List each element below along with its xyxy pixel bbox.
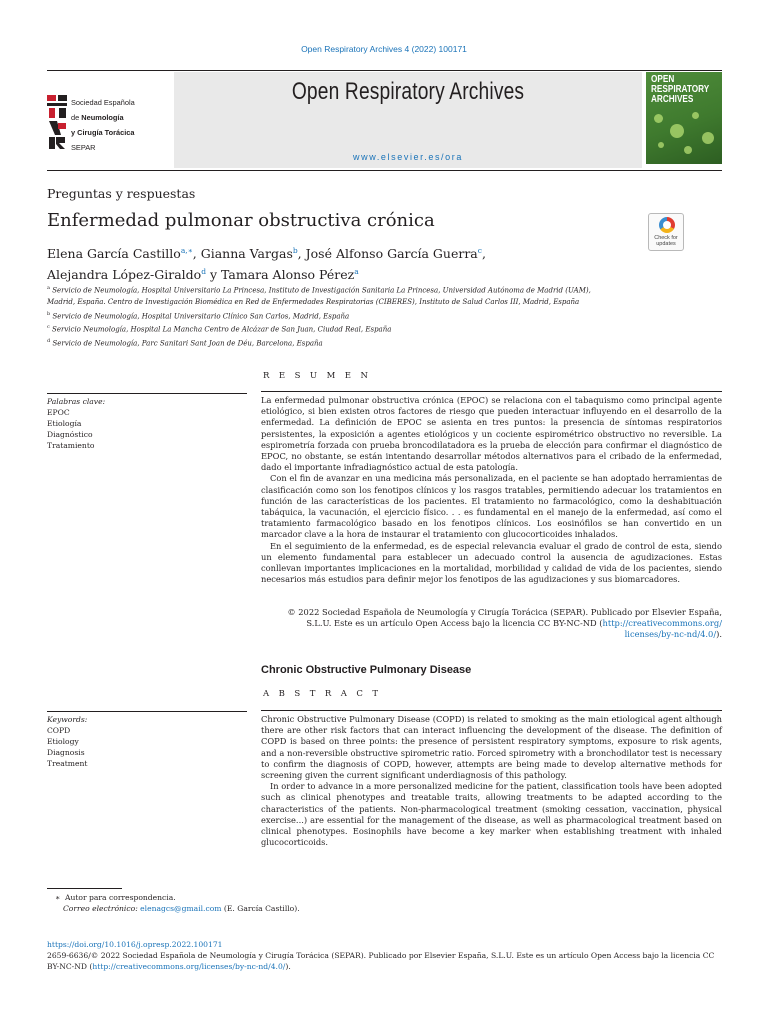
check-for-updates-button[interactable]	[648, 213, 684, 251]
resumen-paragraph: La enfermedad pulmonar obstructiva crónica (EPOC) se relaciona con el tabaquismo como principal agente etiológico, si bien existen otros factores de riesgo que pueden interactuar influyendo en el desarrollo de la enfermedad. La definición de EPOC se asienta en tres puntos: la presencia de síntomas respiratorios persistentes, la exposición a agentes etiológicos y un cociente espirométrico obstructivo no reversible. La espirometría forzada con prueba broncodilatadora es la prueba de elección para confirmar el diagnóstico de EPOC, no obstante, se están intentando desarrollar métodos alternativos para el cribado de la enfermedad, dado el importante infradiagnóstico actual de esta patología.	[261, 395, 722, 473]
license-statement: 2659-6636/© 2022 Sociedad Española de Neumología y Cirugía Torácica (SEPAR). Publicado por Elsevier España, S.L.U. Este es un artículo Open Access bajo la licencia CC	[47, 951, 715, 961]
author-name: Elena García Castillo	[47, 246, 181, 262]
society-line-3: y Cirugía Torácica	[71, 128, 135, 137]
journal-title: Open Respiratory Archives	[291, 78, 525, 105]
correspondence-note: ∗ Autor para correspondencia.	[55, 893, 176, 902]
resumen-paragraph: Con el fin de avanzar en una medicina más personalizada, en el paciente se han adoptado herramientas de clasificación como son los fenotipos clínicos y los rasgos tratables, permitiendo adecuar los tratamientos en función de las características de los pacientes. El tratamiento no farmacológico, como la deshabituación tabáquica, la vacunación, el ejercicio físico. . . es fundamental en el manejo de la enfermedad, así como el tratamiento farmacológico basado en los fenotipos clínicos. Los eosinófilos se han convertido en un marcador clave a la hora de instaurar el tratamiento con glucocorticoides inhalados.	[261, 473, 722, 540]
keywords-heading: Keywords:	[47, 715, 88, 724]
society-logo	[47, 93, 172, 155]
keyword-item: Tratamiento	[47, 441, 95, 450]
email-link[interactable]: elenagcs@gmail.com	[140, 904, 222, 913]
resumen-paragraph: En el seguimiento de la enfermedad, es de especial relevancia evaluar el grado de control de esta, siendo un elemento fundamental para establecer un adecuado control la ausencia de agudizaciones. Estas conllevan importantes implicaciones en la mortalidad, morbilidad y calidad de vida de los pacientes, siendo necesarios más estudios para definir mejor los fenotipos de las agudizaciones y sus biomarcadores.	[261, 540, 722, 585]
copyright-line: © 2022 Sociedad Española de Neumología y Cirugía Torácica (SEPAR). Publicado por Elsevier España,	[287, 607, 722, 617]
abstract-paragraph: In order to advance in a more personalized medicine for the patient, classification tools have been adopted such as clinical phenotypes and treatable traits, allowing treatments to be adapted according to the characteristics of the patients. Non-pharmacological treatment (smoking cessation, vaccination, physical exercise...) are essential for the management of the disease, as well as pharmacological treatment based on clinical phenotypes. Eosinophils have become a key marker when establishing treatment with inhaled glucocorticoids.	[261, 781, 722, 848]
author-name: José Alfonso García Guerra	[305, 246, 478, 262]
society-name	[71, 95, 135, 155]
header-bottom-rule	[47, 170, 722, 171]
journal-header	[174, 72, 642, 168]
journal-reference[interactable]: Open Respiratory Archives 4 (2022) 100171	[301, 44, 467, 54]
keywords-rule	[47, 711, 247, 712]
license-statement-end: BY-NC-ND (http://creativecommons.org/licenses/by-nc-nd/4.0/).	[47, 962, 291, 972]
cover-title	[651, 75, 709, 105]
header-top-rule	[47, 70, 722, 71]
abstract-body	[261, 714, 722, 848]
license-link[interactable]: licenses/by-nc-nd/4.0/	[624, 629, 717, 640]
affiliation-item: Madrid, España. Centro de Investigación Biomédica en Red de Enfermedades Respiratorias (CIBERES), Instituto de Salud Carlos III, Madrid, España	[47, 297, 580, 306]
keyword-item: COPD	[47, 726, 71, 735]
correspondence-email: Correo electrónico: elenagcs@gmail.com (E. García Castillo).	[63, 904, 300, 913]
cover-dot	[702, 132, 714, 144]
copyright-line: S.L.U. Este es un artículo Open Access bajo la licencia CC BY-NC-ND (http://creativecommons.org/	[306, 618, 722, 629]
society-line-2: de Neumología	[71, 113, 124, 122]
journal-url-link[interactable]: www.elsevier.es/ora	[353, 152, 463, 162]
affiliation-item: $^c$ Servicio Neumología, Hospital La Mancha Centro de Alcázar de San Juan, Ciudad Real, España	[47, 324, 392, 334]
crossmark-icon	[659, 217, 675, 233]
cover-dot	[670, 124, 684, 138]
keyword-item: Diagnosis	[47, 748, 85, 757]
abstract-heading: A B S T R A C T	[263, 689, 382, 699]
crossmark-label: Check for updates	[654, 235, 678, 247]
keywords-rule	[47, 393, 247, 394]
society-line-4: SEPAR	[71, 143, 96, 152]
keyword-item: Etiología	[47, 419, 82, 428]
journal-cover-image[interactable]	[646, 72, 722, 164]
author-name: Gianna Vargas	[200, 246, 293, 262]
footnote-rule	[47, 888, 122, 889]
resumen-body	[261, 395, 722, 585]
author-name: Tamara Alonso Pérez	[221, 267, 355, 283]
abstract-rule	[261, 710, 722, 711]
author-affiliation-link[interactable]: d	[201, 267, 206, 277]
affiliation-item: $^b$ Servicio de Neumología, Hospital Universitario Clínico San Carlos, Madrid, España	[47, 310, 350, 320]
author-affiliation-link[interactable]: a	[354, 267, 359, 277]
abstract-paragraph: Chronic Obstructive Pulmonary Disease (COPD) is related to smoking as the main etiological agent although there are other risk factors that can interact influencing the development of the disease. The definition of COPD is based on three points: the presence of persistent respiratory symptoms, exposure to risk agents, and a non-reversible obstructive spirometric ratio. Forced spirometry with a bronchodilator test is necessary to confirm the diagnosis of COPD, however, attempts are being made to develop alternative methods for screening given the current significant underdiagnosis of this pathology.	[261, 714, 722, 781]
license-link[interactable]: http://creativecommons.org/	[602, 618, 722, 629]
cover-dot	[658, 142, 664, 148]
keyword-item: Diagnóstico	[47, 430, 93, 439]
author-list: Elena García Castillo$^{a,∗}$, Gianna Vargas$^b$, José Alfonso García Guerra$^c$, Alejandra López-Giraldo$^d$ y Tamara Alonso Pérez$^a$	[47, 246, 486, 283]
resumen-heading: R E S U M E N	[263, 371, 372, 381]
affiliations	[47, 283, 627, 350]
society-line-1: Sociedad Española	[71, 98, 135, 107]
license-link[interactable]: http://creativecommons.org/licenses/by-nc-nd/4.0/	[92, 962, 286, 972]
author-name: Alejandra López-Giraldo	[47, 267, 202, 283]
cover-dot	[684, 146, 692, 154]
cover-line-2: RESPIRATORY	[651, 84, 710, 95]
author-affiliation-link[interactable]: a,∗	[180, 246, 193, 255]
keywords-es	[47, 396, 247, 451]
keywords-heading: Palabras clave:	[47, 397, 106, 406]
article-section-type: Preguntas y respuestas	[47, 186, 196, 201]
resumen-copyright	[261, 607, 722, 641]
cover-dot	[654, 114, 663, 123]
keyword-item: Treatment	[47, 759, 88, 768]
affiliation-item: $^a$ Servicio de Neumología, Hospital Universitario La Princesa, Instituto de Investigación Sanitaria La Princesa, Universidad Autónoma de Madrid (UAM),	[47, 285, 591, 295]
copyright-line: licenses/by-nc-nd/4.0/).	[624, 629, 722, 640]
resumen-rule	[261, 391, 722, 392]
cover-line-1: OPEN	[651, 74, 675, 85]
affiliation-item: $^d$ Servicio de Neumología, Parc Sanitari Sant Joan de Déu, Barcelona, España	[47, 338, 323, 348]
keyword-item: Etiology	[47, 737, 79, 746]
article-title: Enfermedad pulmonar obstructiva crónica	[47, 210, 435, 231]
doi-link[interactable]: https://doi.org/10.1016/j.opresp.2022.100171	[47, 940, 223, 949]
keywords-en	[47, 714, 247, 769]
author-affiliation-link[interactable]: b	[292, 246, 298, 255]
cover-line-3: ARCHIVES	[651, 94, 694, 105]
separ-logo-icon	[47, 93, 69, 151]
author-affiliation-link[interactable]: c	[477, 246, 482, 255]
publication-info	[47, 939, 722, 973]
cover-dot	[692, 112, 699, 119]
keyword-item: EPOC	[47, 408, 70, 417]
english-title: Chronic Obstructive Pulmonary Disease	[261, 664, 472, 676]
